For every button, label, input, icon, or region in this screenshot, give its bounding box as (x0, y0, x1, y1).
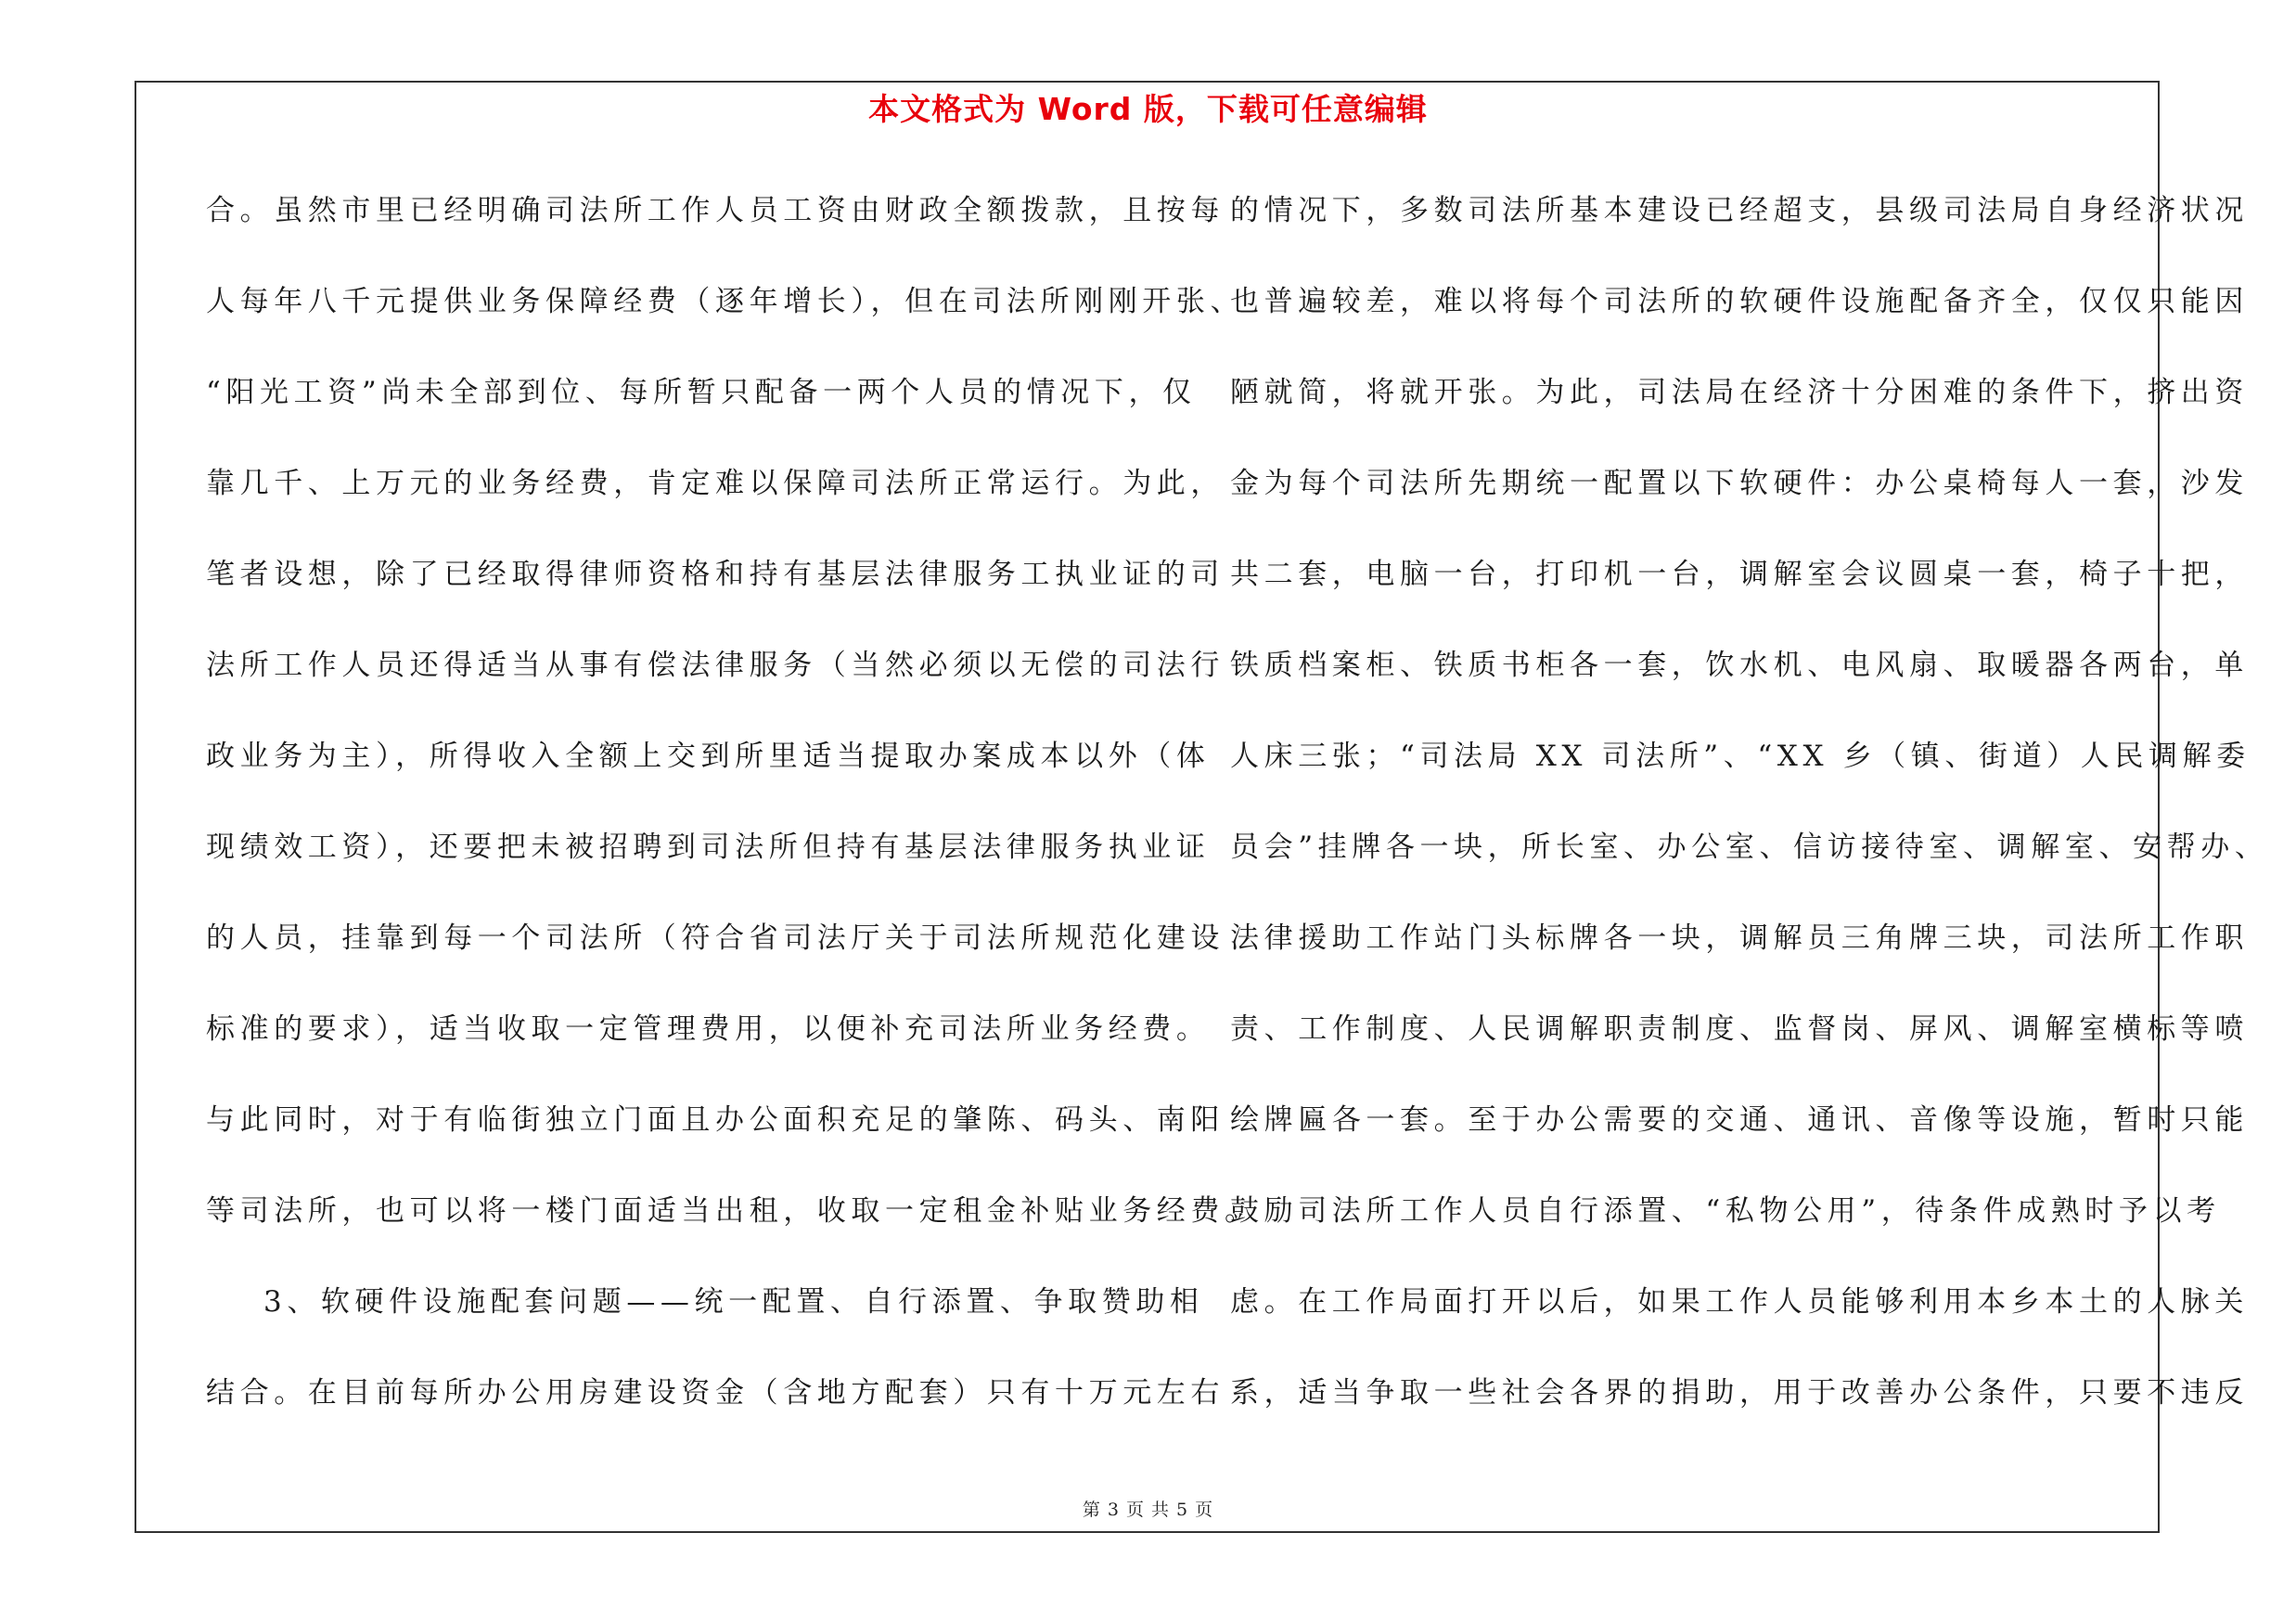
text-line: 结合。在目前每所办公用房建设资金（含地方配套）只有十万元左右 (206, 1376, 1225, 1410)
text-line: 法律援助工作站门头标牌各一块，调解员三角牌三块，司法所工作职 (1230, 921, 2249, 955)
text-line: 鼓励司法所工作人员自行添置、“私物公用”，待条件成熟时予以考 (1230, 1194, 2221, 1228)
text-line: 员会”挂牌各一块，所长室、办公室、信访接待室、调解室、安帮办、 (1230, 831, 2269, 864)
text-line: 陋就简，将就开张。为此，司法局在经济十分困难的条件下，挤出资 (1230, 376, 2249, 409)
text-line: 系，适当争取一些社会各界的捐助，用于改善办公条件，只要不违反 (1230, 1376, 2249, 1410)
text-line: 责、工作制度、人民调解职责制度、监督岗、屏风、调解室横标等喷 (1230, 1012, 2249, 1046)
text-line: 虑。在工作局面打开以后，如果工作人员能够利用本乡本土的人脉关 (1230, 1285, 2249, 1319)
text-line: 与此同时，对于有临街独立门面且办公面积充足的肇陈、码头、南阳 (206, 1103, 1225, 1137)
text-line: 铁质档案柜、铁质书柜各一套，饮水机、电风扇、取暖器各两台，单 (1230, 649, 2249, 682)
text-line: 法所工作人员还得适当从事有偿法律服务（当然必须以无偿的司法行 (206, 649, 1225, 682)
text-line: 也普遍较差，难以将每个司法所的软硬件设施配备齐全，仅仅只能因 (1230, 285, 2249, 318)
page-number: 第 3 页 共 5 页 (1082, 1500, 1214, 1520)
text-line: 笔者设想，除了已经取得律师资格和持有基层法律服务工执业证的司 (206, 558, 1225, 591)
text-line: 合。虽然市里已经明确司法所工作人员工资由财政全额拨款，且按每 (206, 194, 1225, 227)
right-column (1230, 183, 2269, 1456)
text-line: 的情况下，多数司法所基本建设已经超支，县级司法局自身经济状况 (1230, 194, 2249, 227)
text-line: 政业务为主），所得收入全额上交到所里适当提取办案成本以外（体 (206, 740, 1211, 773)
text-line: 现绩效工资），还要把未被招聘到司法所但持有基层法律服务执业证 (206, 831, 1211, 864)
text-line: “阳光工资”尚未全部到位、每所暂只配备一两个人员的情况下，仅 (206, 376, 1197, 409)
document-banner: 本文格式为 Word 版，下载可任意编辑 (868, 91, 1428, 127)
left-column (206, 183, 1259, 1456)
text-line: 人床三张；“司法局 XX 司法所”、“XX 乡（镇、街道）人民调解委 (1230, 740, 2251, 773)
text-line: 标准的要求），适当收取一定管理费用，以便补充司法所业务经费。 (206, 1012, 1211, 1046)
text-line: 共二套，电脑一台，打印机一台，调解室会议圆桌一套，椅子十把， (1230, 558, 2249, 591)
text-line: 人每年八千元提供业务保障经费（逐年增长），但在司法所刚刚开张、 (206, 285, 1245, 318)
text-line: 的人员，挂靠到每一个司法所（符合省司法厅关于司法所规范化建设 (206, 921, 1225, 955)
text-line: 金为每个司法所先期统一配置以下软硬件：办公桌椅每人一套，沙发 (1230, 467, 2249, 500)
section-heading-line: 3、软硬件设施配套问题——统一配置、自行添置、争取赞助相 (263, 1285, 1204, 1319)
text-line: 靠几千、上万元的业务经费，肯定难以保障司法所正常运行。为此， (206, 467, 1225, 500)
text-line: 绘牌匾各一套。至于办公需要的交通、通讯、音像等设施，暂时只能 (1230, 1103, 2249, 1137)
text-line: 等司法所，也可以将一楼门面适当出租，收取一定租金补贴业务经费。 (206, 1194, 1259, 1228)
